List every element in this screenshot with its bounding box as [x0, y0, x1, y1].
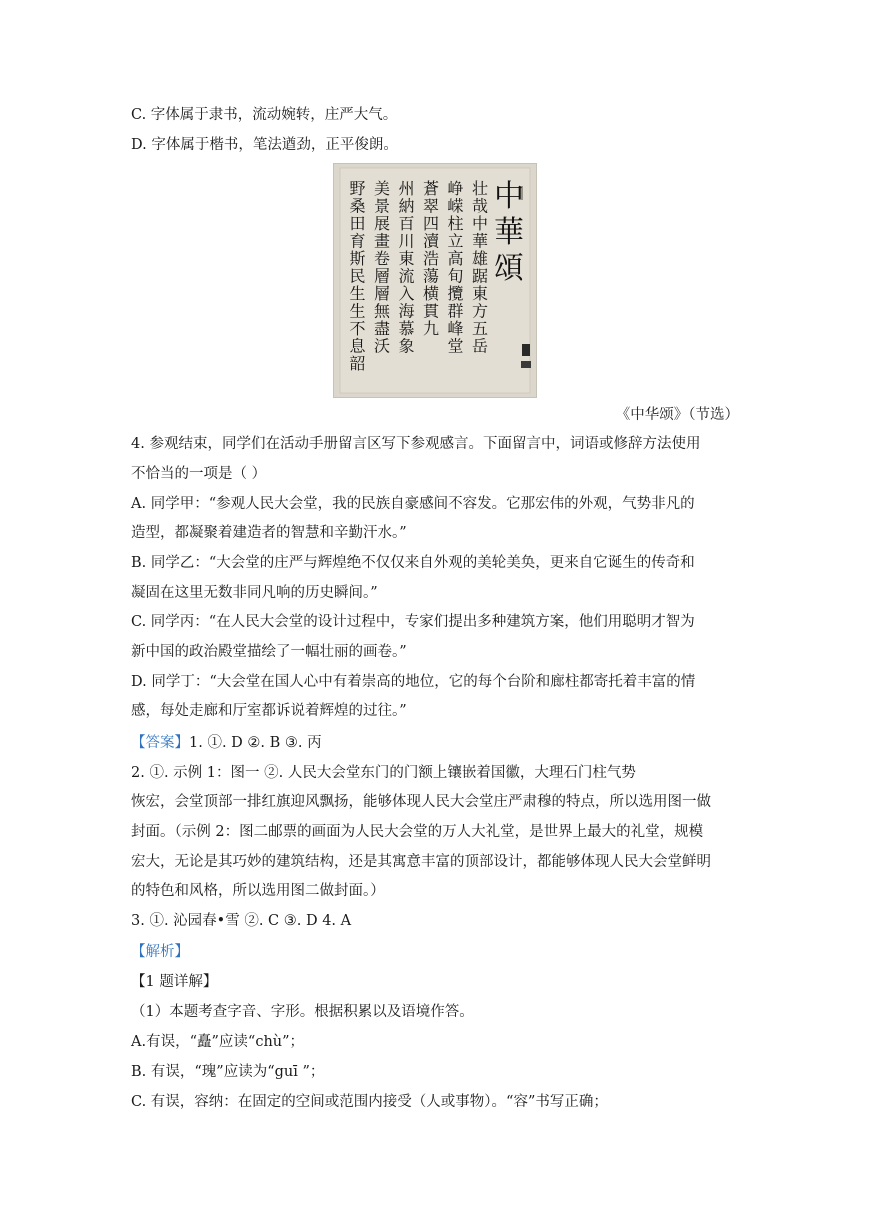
artwork-column-char: 蕩 — [422, 266, 440, 286]
artwork-column-char: 旬 — [447, 266, 464, 286]
artwork-column-char: 象 — [398, 336, 415, 356]
artwork-column-char: 雄 — [471, 249, 489, 268]
q4-option-a-1: A. 同学甲：“参观人民大会堂，我的民族自豪感间不容发。它那宏伟的外观，气势非凡的 — [131, 496, 695, 512]
artwork-column-char: 方 — [471, 301, 489, 321]
artwork-title-char: 華 — [494, 215, 524, 250]
answer-label: 【答案】 — [131, 735, 189, 751]
artwork-column-char: 美 — [373, 179, 391, 198]
artwork-column-char: 嵘 — [447, 196, 464, 216]
artwork-column-char: 生 — [349, 301, 366, 321]
artwork-column-char: 慕 — [398, 319, 415, 338]
artwork-column-char: 川 — [398, 231, 415, 251]
q4-stem-1: 4. 参观结束，同学们在活动手册留言区写下参观感言。下面留言中，词语或修辞方法使用 — [131, 436, 701, 452]
artwork-column-char: 堂 — [447, 336, 464, 356]
option-d-top: D. 字体属于楷书，笔法遒劲，正平俊朗。 — [131, 137, 398, 153]
artwork-column-char: 息 — [349, 336, 366, 356]
artwork-column-char: 百 — [398, 214, 415, 233]
analysis-item-b: B. 有误，“瑰”应读为“guī ”； — [131, 1064, 325, 1080]
artwork-column-char: 桑 — [349, 196, 366, 216]
artwork-title-char: 中 — [494, 179, 524, 214]
artwork-column-char: 浩 — [422, 249, 440, 268]
artwork-column-char: 柱 — [447, 214, 464, 233]
artwork-column-char: 卷 — [373, 249, 391, 268]
artwork-column-char: 育 — [349, 231, 366, 251]
q4-option-c-1: C. 同学丙：“在人民大会堂的设计过程中，专家们提出多种建筑方案，他们用聪明才智为 — [131, 614, 695, 630]
artwork-column-char: 壮 — [471, 179, 489, 198]
artwork-column-char: 田 — [349, 214, 366, 233]
artwork-column-char: 踞 — [471, 266, 489, 286]
analysis-item-c: C. 有误，容纳：在固定的空间或范围内接受（人或事物）。“容”书写正确； — [131, 1094, 608, 1110]
artwork-column-char: 峥 — [447, 179, 464, 198]
artwork-column-char: 流 — [398, 266, 415, 286]
artwork-column-char: 五 — [471, 319, 489, 338]
option-c-top: C. 字体属于隶书，流动婉转，庄严大气。 — [131, 107, 398, 123]
analysis-q1-title: 【1 题详解】 — [131, 974, 218, 990]
artwork-column-char: 生 — [349, 284, 366, 303]
artwork-column-char: 民 — [349, 266, 366, 286]
calligraphy-artwork — [333, 163, 537, 398]
artwork-column-char: 斯 — [349, 249, 366, 268]
artwork-column-char: 州 — [398, 179, 415, 198]
q4-option-b-2: 凝固在这里无数非同凡响的历史瞬间。” — [131, 585, 378, 601]
artwork-column-char: 高 — [447, 249, 464, 268]
answer-line-4: 封面。（示例 2：图二邮票的画面为人民大会堂的万人大礼堂，是世界上最大的礼堂，规模 — [131, 824, 704, 840]
artwork-column-char: 立 — [447, 231, 464, 251]
artwork-column-char: 盡 — [373, 319, 391, 338]
answer-line-1 — [131, 733, 739, 753]
artwork-column-char: 貫 — [422, 301, 440, 321]
answer-line-6: 的特色和风格，所以选用图二做封面。） — [131, 883, 385, 899]
artwork-title-char: 頌 — [494, 251, 524, 286]
answer-line-2: 2. ①. 示例 1：图一 ②. 人民大会堂东门的门额上镶嵌着国徽，大理石门柱气势 — [131, 765, 636, 781]
artwork-column-char: 群 — [447, 301, 464, 321]
artwork-column-char: 納 — [398, 196, 415, 216]
artwork-column-char: 畫 — [373, 231, 391, 251]
artwork-column-char: 東 — [398, 249, 415, 268]
q4-option-c-2: 新中国的政治殿堂描绘了一幅壮丽的画卷。” — [131, 644, 407, 660]
artwork-column-char: 無 — [373, 301, 391, 321]
artwork-caption: 《中华颂》（节选） — [615, 407, 739, 423]
artwork-column-char: 横 — [422, 284, 440, 303]
answer-line-3: 恢宏，会堂顶部一排红旗迎风飘扬，能够体现人民大会堂庄严肃穆的特点，所以选用图一做 — [131, 794, 711, 810]
artwork-column-char: 野 — [349, 179, 366, 198]
artwork-column-char: 中 — [471, 214, 489, 233]
answer-text-1: 1. ①. D ②. B ③. 丙 — [189, 735, 322, 751]
artwork-column-char: 沃 — [373, 336, 391, 356]
artwork-column-char: 層 — [373, 266, 391, 286]
artwork-column-char: 峰 — [447, 319, 464, 338]
artwork-column-char: 瀆 — [422, 231, 440, 251]
answer-line-5: 宏大，无论是其巧妙的建筑结构，还是其寓意丰富的顶部设计，都能够体现人民大会堂鲜明 — [131, 854, 711, 870]
artwork-column-char: 海 — [398, 301, 415, 321]
q4-option-d-2: 感，每处走廊和厅室都诉说着辉煌的过往。” — [131, 703, 407, 719]
artwork-column-char: 層 — [373, 284, 391, 303]
analysis-label: 【解析】 — [131, 944, 189, 960]
artwork-column-char: 入 — [398, 284, 415, 303]
artwork-column-char: 蒼 — [422, 179, 440, 198]
analysis-item-a: A.有误，“矗”应读“chù”； — [131, 1034, 305, 1050]
q4-option-d-1: D. 同学丁：“大会堂在国人心中有着崇高的地位，它的每个台阶和廊柱都寄托着丰富的情 — [131, 674, 696, 690]
artwork-column-char: 攬 — [447, 284, 464, 303]
artwork-column-char: 翠 — [422, 196, 440, 216]
artwork-column-char: 四 — [422, 214, 440, 233]
artwork-column-char: 韶 — [349, 354, 366, 373]
artwork-column-char: 岳 — [471, 336, 489, 356]
q4-option-b-1: B. 同学乙：“大会堂的庄严与辉煌绝不仅仅来自外观的美轮美奂，更来自它诞生的传奇和 — [131, 555, 695, 571]
artwork-column-char: 景 — [373, 196, 391, 216]
analysis-q1-intro: （1）本题考查字音、字形。根据积累以及语境作答。 — [131, 1004, 474, 1020]
artwork-column-char: 九 — [422, 319, 440, 338]
q4-option-a-2: 造型，都凝聚着建造者的智慧和辛勤汗水。” — [131, 525, 407, 541]
q4-stem-2: 不恰当的一项是（ ） — [131, 466, 267, 482]
artwork-column-char: 展 — [373, 214, 391, 233]
artwork-column-char: 東 — [471, 284, 489, 303]
artwork-column-char: 不 — [349, 319, 366, 338]
answer-line-7: 3. ①. 沁园春•雪 ②. C ③. D 4. A — [131, 913, 352, 929]
artwork-column-char: 華 — [471, 231, 489, 251]
artwork-column-char: 哉 — [471, 196, 489, 216]
